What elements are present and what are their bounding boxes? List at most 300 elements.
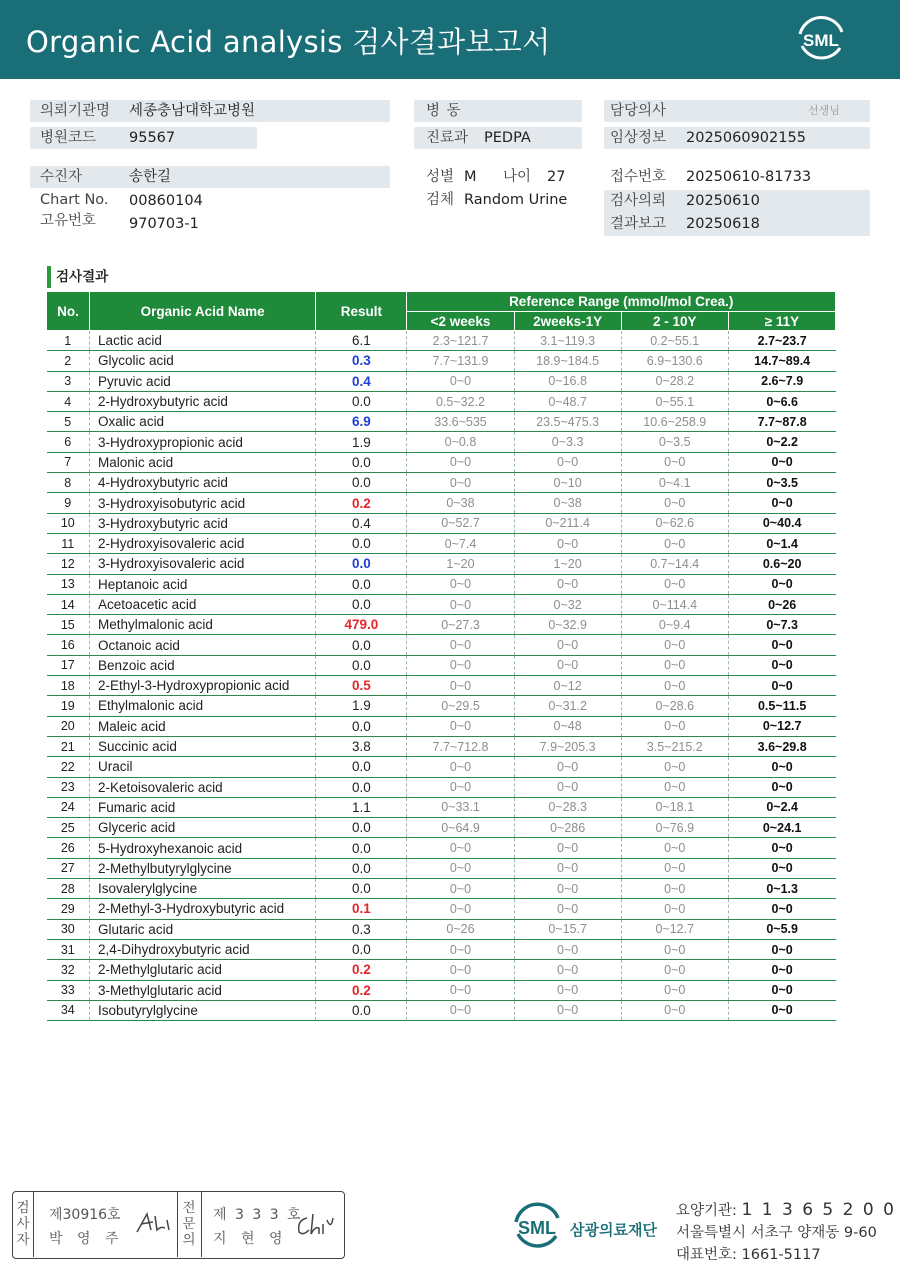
- row-ref-2-10y: 0~0: [621, 676, 728, 696]
- table-row: [47, 493, 836, 513]
- table-row: [47, 351, 836, 371]
- unique-label: 고유번호: [40, 213, 97, 229]
- row-ref-lt2w: 0~0: [407, 939, 514, 959]
- request-label: 검사의뢰: [610, 193, 667, 209]
- row-result: 1.9: [316, 696, 407, 716]
- row-ref-lt2w: 2.3~121.7: [407, 331, 514, 351]
- row-acid-name: Fumaric acid: [90, 797, 316, 817]
- row-ref-2w1y: 0~12: [514, 676, 621, 696]
- row-ref-2w1y: 0~0: [514, 452, 621, 472]
- row-ref-2-10y: 0~0: [621, 655, 728, 675]
- row-result: 0.0: [316, 858, 407, 878]
- table-row: [47, 594, 836, 614]
- row-acid-name: 3-Methylglutaric acid: [90, 980, 316, 1000]
- row-ref-2w1y: 0~0: [514, 960, 621, 980]
- row-ref-2w1y: 0~32: [514, 594, 621, 614]
- row-result: 0.0: [316, 838, 407, 858]
- row-ref-lt2w: 0~0: [407, 574, 514, 594]
- row-ref-2-10y: 0~0: [621, 858, 728, 878]
- table-row: [47, 371, 836, 391]
- row-ref-2-10y: 0~4.1: [621, 473, 728, 493]
- row-ref-2w1y: 0~3.3: [514, 432, 621, 452]
- table-row: [47, 533, 836, 553]
- row-ref-2w1y: 0~0: [514, 899, 621, 919]
- table-row: [47, 879, 836, 899]
- row-ref-2-10y: 0~0: [621, 777, 728, 797]
- row-ref-lt2w: 0~0: [407, 452, 514, 472]
- row-ref-lt2w: 7.7~131.9: [407, 351, 514, 371]
- header-result: Result: [316, 292, 407, 331]
- age-value: 27: [547, 169, 566, 185]
- row-ref-ge11y: 0~1.3: [728, 879, 835, 899]
- row-ref-2w1y: 1~20: [514, 554, 621, 574]
- specimen-label: 검체: [426, 192, 455, 208]
- row-result: 0.3: [316, 919, 407, 939]
- row-ref-2-10y: 6.9~130.6: [621, 351, 728, 371]
- age-label: 나이: [503, 169, 532, 185]
- row-acid-name: Ethylmalonic acid: [90, 696, 316, 716]
- row-acid-name: Isobutyrylglycine: [90, 1000, 316, 1020]
- row-ref-2-10y: 0~3.5: [621, 432, 728, 452]
- row-acid-name: 4-Hydroxybutyric acid: [90, 473, 316, 493]
- row-acid-name: Heptanoic acid: [90, 574, 316, 594]
- table-row: [47, 818, 836, 838]
- row-ref-ge11y: 3.6~29.8: [728, 736, 835, 756]
- row-ref-lt2w: 0~0: [407, 1000, 514, 1020]
- sml-logo-text: SML: [803, 31, 839, 50]
- row-no: 34: [47, 1000, 90, 1020]
- chart-label: Chart No.: [40, 192, 109, 208]
- table-row: [47, 513, 836, 533]
- row-ref-2w1y: 0~15.7: [514, 919, 621, 939]
- row-result: 1.9: [316, 432, 407, 452]
- row-ref-2w1y: 0~0: [514, 858, 621, 878]
- table-row: [47, 473, 836, 493]
- row-result: 0.0: [316, 452, 407, 472]
- row-ref-lt2w: 1~20: [407, 554, 514, 574]
- row-result: 0.0: [316, 574, 407, 594]
- row-acid-name: 2-Ethyl-3-Hydroxypropionic acid: [90, 676, 316, 696]
- section-title: 검사결과: [47, 266, 108, 288]
- care-no-value: 1 1 3 6 5 2 0 0: [741, 1200, 896, 1220]
- care-no-label: 요양기관:: [676, 1203, 737, 1219]
- row-acid-name: Glycolic acid: [90, 351, 316, 371]
- row-ref-ge11y: 0~0: [728, 655, 835, 675]
- table-row: [47, 655, 836, 675]
- row-ref-ge11y: 0~0: [728, 676, 835, 696]
- row-ref-lt2w: 0~0: [407, 858, 514, 878]
- row-ref-2-10y: 0~0: [621, 939, 728, 959]
- row-result: 0.0: [316, 594, 407, 614]
- row-result: 0.0: [316, 554, 407, 574]
- row-acid-name: 2-Hydroxyisovaleric acid: [90, 533, 316, 553]
- row-ref-2w1y: 0~0: [514, 1000, 621, 1020]
- specialist-name: 지 현 영: [213, 1231, 288, 1247]
- row-ref-ge11y: 0~5.9: [728, 919, 835, 939]
- row-ref-ge11y: 0~2.2: [728, 432, 835, 452]
- row-ref-2-10y: 0~0: [621, 838, 728, 858]
- row-acid-name: Oxalic acid: [90, 412, 316, 432]
- row-no: 32: [47, 960, 90, 980]
- row-ref-2w1y: 18.9~184.5: [514, 351, 621, 371]
- row-no: 9: [47, 493, 90, 513]
- row-ref-2-10y: 0~0: [621, 533, 728, 553]
- row-ref-2w1y: 0~0: [514, 838, 621, 858]
- row-no: 7: [47, 452, 90, 472]
- row-ref-2-10y: 0~114.4: [621, 594, 728, 614]
- row-ref-2-10y: 0~28.2: [621, 371, 728, 391]
- row-result: 0.0: [316, 1000, 407, 1020]
- inspector-name: 박 영 주: [49, 1231, 124, 1247]
- clinical-value: 2025060902155: [686, 130, 806, 146]
- row-ref-lt2w: 0~0: [407, 838, 514, 858]
- table-row: [47, 838, 836, 858]
- row-acid-name: Lactic acid: [90, 331, 316, 351]
- row-ref-2-10y: 0~0: [621, 493, 728, 513]
- dept-value: PEDPA: [484, 130, 531, 146]
- table-row: [47, 858, 836, 878]
- unique-value: 970703-1: [129, 216, 199, 232]
- row-acid-name: Benzoic acid: [90, 655, 316, 675]
- table-row: [47, 736, 836, 756]
- row-ref-2w1y: 0~0: [514, 635, 621, 655]
- row-ref-lt2w: 33.6~535: [407, 412, 514, 432]
- row-ref-lt2w: 0~64.9: [407, 818, 514, 838]
- row-ref-2-10y: 0~0: [621, 899, 728, 919]
- row-acid-name: Methylmalonic acid: [90, 615, 316, 635]
- row-ref-2-10y: 0~0: [621, 574, 728, 594]
- table-row: [47, 635, 836, 655]
- row-ref-2-10y: 0~0: [621, 980, 728, 1000]
- row-ref-2w1y: 0~31.2: [514, 696, 621, 716]
- specialist-head-1: 전: [182, 1200, 196, 1216]
- row-result: 479.0: [316, 615, 407, 635]
- phone-label: 대표번호:: [676, 1247, 737, 1263]
- table-row: [47, 432, 836, 452]
- table-row: [47, 615, 836, 635]
- table-row: [47, 452, 836, 472]
- row-no: 1: [47, 331, 90, 351]
- row-result: 0.2: [316, 980, 407, 1000]
- row-ref-ge11y: 0~0: [728, 777, 835, 797]
- row-ref-lt2w: 0~0: [407, 960, 514, 980]
- hospital-code-label: 병원코드: [40, 130, 97, 146]
- row-ref-2w1y: 0~0: [514, 533, 621, 553]
- row-ref-ge11y: 0~0: [728, 635, 835, 655]
- header-r3: 2 - 10Y: [621, 312, 728, 331]
- row-no: 6: [47, 432, 90, 452]
- row-ref-lt2w: 0~26: [407, 919, 514, 939]
- row-ref-2-10y: 0~12.7: [621, 919, 728, 939]
- row-ref-ge11y: 0~7.3: [728, 615, 835, 635]
- specialist-license: 제 3 3 3 호: [213, 1207, 303, 1223]
- table-row: [47, 797, 836, 817]
- row-ref-lt2w: 0~7.4: [407, 533, 514, 553]
- row-ref-lt2w: 0~0.8: [407, 432, 514, 452]
- row-ref-2-10y: 0~0: [621, 1000, 728, 1020]
- footer-logo-text: SML: [518, 1218, 556, 1238]
- footer-sml-logo-icon: [510, 1200, 565, 1250]
- row-ref-ge11y: 0~0: [728, 939, 835, 959]
- row-no: 15: [47, 615, 90, 635]
- row-ref-2-10y: 0~9.4: [621, 615, 728, 635]
- table-row: [47, 919, 836, 939]
- inspector-license: 제30916호: [49, 1207, 121, 1223]
- row-result: 0.0: [316, 777, 407, 797]
- results-table: [46, 291, 836, 1021]
- row-result: 0.0: [316, 757, 407, 777]
- row-no: 10: [47, 513, 90, 533]
- row-no: 12: [47, 554, 90, 574]
- hospital-code-value: 95567: [129, 130, 176, 146]
- row-result: 0.0: [316, 939, 407, 959]
- row-result: 0.0: [316, 635, 407, 655]
- table-row: [47, 1000, 836, 1020]
- report-value: 20250618: [686, 216, 760, 232]
- row-ref-ge11y: 2.6~7.9: [728, 371, 835, 391]
- row-ref-ge11y: 0~0: [728, 838, 835, 858]
- row-no: 5: [47, 412, 90, 432]
- row-ref-lt2w: 0~52.7: [407, 513, 514, 533]
- row-ref-lt2w: 7.7~712.8: [407, 736, 514, 756]
- row-ref-lt2w: 0~0: [407, 757, 514, 777]
- row-ref-ge11y: 0.5~11.5: [728, 696, 835, 716]
- ward-label: 병 동: [426, 103, 462, 119]
- row-ref-2-10y: 0~28.6: [621, 696, 728, 716]
- row-ref-2-10y: 0~0: [621, 716, 728, 736]
- row-ref-2w1y: 0~0: [514, 879, 621, 899]
- sex-value: M: [464, 169, 477, 185]
- row-ref-2-10y: 0~0: [621, 879, 728, 899]
- row-ref-lt2w: 0~0: [407, 980, 514, 1000]
- row-ref-lt2w: 0~0: [407, 879, 514, 899]
- row-result: 0.4: [316, 513, 407, 533]
- header-r2: 2weeks-1Y: [514, 312, 621, 331]
- row-ref-ge11y: 0~0: [728, 980, 835, 1000]
- row-ref-ge11y: 0~0: [728, 899, 835, 919]
- row-ref-ge11y: 0~24.1: [728, 818, 835, 838]
- specialist-head-2: 문: [182, 1216, 196, 1232]
- row-ref-lt2w: 0~0: [407, 716, 514, 736]
- row-result: 0.3: [316, 351, 407, 371]
- dept-label: 진료과: [426, 130, 469, 146]
- report-header: [0, 0, 900, 79]
- row-no: 23: [47, 777, 90, 797]
- row-no: 4: [47, 391, 90, 411]
- row-no: 27: [47, 858, 90, 878]
- row-acid-name: Pyruvic acid: [90, 371, 316, 391]
- row-result: 0.0: [316, 879, 407, 899]
- row-no: 21: [47, 736, 90, 756]
- row-no: 16: [47, 635, 90, 655]
- patient-bar: [30, 166, 390, 188]
- row-ref-2-10y: 3.5~215.2: [621, 736, 728, 756]
- row-result: 0.0: [316, 473, 407, 493]
- chart-value: 00860104: [129, 193, 203, 209]
- doctor-label: 담당의사: [610, 103, 667, 119]
- sex-label: 성별: [426, 169, 455, 185]
- row-result: 6.9: [316, 412, 407, 432]
- row-acid-name: Succinic acid: [90, 736, 316, 756]
- signature-box: [12, 1191, 345, 1259]
- row-ref-ge11y: 0~0: [728, 960, 835, 980]
- table-row: [47, 391, 836, 411]
- row-ref-2w1y: 23.5~475.3: [514, 412, 621, 432]
- receipt-label: 접수번호: [610, 169, 667, 185]
- row-ref-2w1y: 3.1~119.3: [514, 331, 621, 351]
- row-ref-lt2w: 0~0: [407, 777, 514, 797]
- table-row: [47, 777, 836, 797]
- row-ref-ge11y: 2.7~23.7: [728, 331, 835, 351]
- row-result: 0.2: [316, 960, 407, 980]
- row-ref-2-10y: 0~76.9: [621, 818, 728, 838]
- table-row: [47, 696, 836, 716]
- row-acid-name: Glutaric acid: [90, 919, 316, 939]
- row-ref-ge11y: 0~3.5: [728, 473, 835, 493]
- row-result: 0.4: [316, 371, 407, 391]
- row-acid-name: 3-Hydroxyisovaleric acid: [90, 554, 316, 574]
- row-acid-name: 5-Hydroxyhexanoic acid: [90, 838, 316, 858]
- row-no: 8: [47, 473, 90, 493]
- row-no: 33: [47, 980, 90, 1000]
- row-ref-ge11y: 0~0: [728, 493, 835, 513]
- row-acid-name: Uracil: [90, 757, 316, 777]
- row-acid-name: Malonic acid: [90, 452, 316, 472]
- results-body: [47, 331, 836, 1021]
- report-label: 결과보고: [610, 216, 667, 232]
- row-result: 6.1: [316, 331, 407, 351]
- row-ref-2-10y: 0~0: [621, 757, 728, 777]
- phone-value: 1661-5117: [741, 1247, 821, 1263]
- row-ref-2w1y: 0~286: [514, 818, 621, 838]
- row-ref-lt2w: 0.5~32.2: [407, 391, 514, 411]
- row-ref-ge11y: 0~0: [728, 574, 835, 594]
- institution-value: 세종충남대학교병원: [129, 103, 256, 119]
- header-name: Organic Acid Name: [90, 292, 316, 331]
- row-no: 31: [47, 939, 90, 959]
- row-ref-2-10y: 0~0: [621, 960, 728, 980]
- table-row: [47, 574, 836, 594]
- row-acid-name: 2-Methyl-3-Hydroxybutyric acid: [90, 899, 316, 919]
- row-ref-2w1y: 7.9~205.3: [514, 736, 621, 756]
- row-ref-2w1y: 0~0: [514, 757, 621, 777]
- row-no: 24: [47, 797, 90, 817]
- footer-care-no: [676, 1199, 896, 1220]
- row-acid-name: Isovalerylglycine: [90, 879, 316, 899]
- specimen-value: Random Urine: [464, 192, 568, 208]
- row-ref-lt2w: 0~0: [407, 899, 514, 919]
- row-result: 0.1: [316, 899, 407, 919]
- row-ref-lt2w: 0~29.5: [407, 696, 514, 716]
- header-r4: ≥ 11Y: [728, 312, 835, 331]
- doctor-suffix: 선생님: [808, 104, 840, 117]
- row-ref-2-10y: 10.6~258.9: [621, 412, 728, 432]
- row-ref-lt2w: 0~27.3: [407, 615, 514, 635]
- row-acid-name: 2-Methylglutaric acid: [90, 960, 316, 980]
- footer-phone: [676, 1243, 821, 1264]
- row-ref-2-10y: 0~62.6: [621, 513, 728, 533]
- inspector-head-3: 자: [16, 1232, 30, 1248]
- row-no: 20: [47, 716, 90, 736]
- row-no: 29: [47, 899, 90, 919]
- row-ref-2w1y: 0~10: [514, 473, 621, 493]
- row-ref-lt2w: 0~0: [407, 676, 514, 696]
- clinical-label: 임상정보: [610, 130, 667, 146]
- inspector-signature-icon: [133, 1208, 173, 1238]
- row-no: 3: [47, 371, 90, 391]
- row-no: 22: [47, 757, 90, 777]
- inspector-head-2: 사: [16, 1216, 30, 1232]
- table-row: [47, 554, 836, 574]
- row-no: 28: [47, 879, 90, 899]
- row-acid-name: Glyceric acid: [90, 818, 316, 838]
- row-ref-2w1y: 0~48: [514, 716, 621, 736]
- row-ref-lt2w: 0~0: [407, 594, 514, 614]
- row-no: 17: [47, 655, 90, 675]
- row-result: 0.2: [316, 493, 407, 513]
- row-acid-name: 2,4-Dihydroxybutyric acid: [90, 939, 316, 959]
- header-reference: Reference Range (mmol/mol Crea.): [407, 292, 836, 312]
- row-ref-ge11y: 0~1.4: [728, 533, 835, 553]
- row-ref-ge11y: 0~0: [728, 757, 835, 777]
- receipt-value: 20250610-81733: [686, 169, 812, 185]
- row-ref-2w1y: 0~32.9: [514, 615, 621, 635]
- row-no: 2: [47, 351, 90, 371]
- row-ref-ge11y: 0~40.4: [728, 513, 835, 533]
- row-ref-2-10y: 0~18.1: [621, 797, 728, 817]
- row-no: 25: [47, 818, 90, 838]
- request-value: 20250610: [686, 193, 760, 209]
- row-result: 0.0: [316, 818, 407, 838]
- row-ref-lt2w: 0~0: [407, 635, 514, 655]
- row-result: 0.0: [316, 391, 407, 411]
- sml-logo-icon: [792, 12, 850, 64]
- row-no: 14: [47, 594, 90, 614]
- row-ref-2w1y: 0~0: [514, 655, 621, 675]
- table-row: [47, 939, 836, 959]
- table-row: [47, 960, 836, 980]
- row-ref-2w1y: 0~48.7: [514, 391, 621, 411]
- footer-org-name: 삼광의료재단: [570, 1221, 657, 1239]
- row-result: 0.0: [316, 655, 407, 675]
- table-row: [47, 899, 836, 919]
- row-acid-name: Maleic acid: [90, 716, 316, 736]
- row-ref-2w1y: 0~0: [514, 939, 621, 959]
- row-ref-2w1y: 0~38: [514, 493, 621, 513]
- row-ref-2-10y: 0.2~55.1: [621, 331, 728, 351]
- row-ref-ge11y: 7.7~87.8: [728, 412, 835, 432]
- row-acid-name: 3-Hydroxypropionic acid: [90, 432, 316, 452]
- row-ref-ge11y: 0~6.6: [728, 391, 835, 411]
- patient-label: 수진자: [40, 169, 83, 185]
- row-no: 30: [47, 919, 90, 939]
- row-ref-lt2w: 0~38: [407, 493, 514, 513]
- row-ref-2-10y: 0~55.1: [621, 391, 728, 411]
- row-ref-lt2w: 0~0: [407, 655, 514, 675]
- row-ref-lt2w: 0~0: [407, 371, 514, 391]
- row-ref-2w1y: 0~211.4: [514, 513, 621, 533]
- row-ref-2w1y: 0~16.8: [514, 371, 621, 391]
- row-no: 11: [47, 533, 90, 553]
- row-ref-ge11y: 0~0: [728, 452, 835, 472]
- row-acid-name: Acetoacetic acid: [90, 594, 316, 614]
- table-row: [47, 412, 836, 432]
- row-ref-2w1y: 0~0: [514, 777, 621, 797]
- specialist-signature-icon: [293, 1210, 337, 1240]
- row-result: 1.1: [316, 797, 407, 817]
- table-row: [47, 716, 836, 736]
- footer-address: 서울특별시 서초구 양재동 9-60: [676, 1225, 877, 1241]
